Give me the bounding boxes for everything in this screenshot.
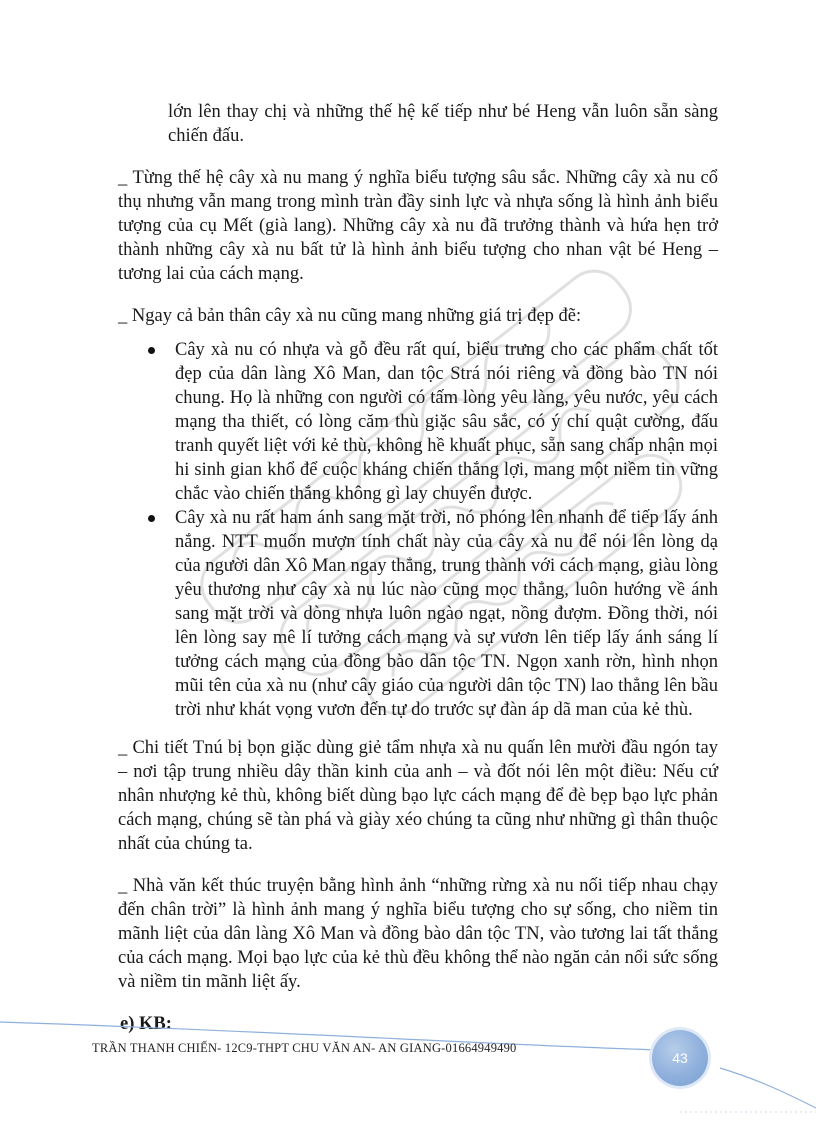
continuation-text: lớn lên thay chị và những thế hệ kế tiếp như bé Heng vẫn luôn sẵn sàng chiến đấu. — [168, 102, 718, 146]
bullet-text: Cây xà nu có nhựa và gỗ đều rất quí, biểu trưng cho các phẩm chất tốt đẹp của dân làng Xô Man, dan tộc Strá nói riêng và đồng bào TN nói chung. Họ là những con người có tấm lòng yêu làng, yêu nước, yêu cách mạng tha thiết, có lòng căm thù giặc sâu sắc, có ý chí quật cường, đấu tranh quyết liệt với kẻ thù, không hề khuất phục, sẵn sang chấp nhận mọi hi sinh gian khổ để cuộc kháng chiến thắng lợi, mang một niềm tin vững chắc vào chiến thắng không gì lay chuyển được. — [175, 340, 718, 504]
bullet-text: Cây xà nu rất ham ánh sang mặt trời, nó phóng lên nhanh để tiếp lấy ánh nắng. NTT muốn mượn tính chất này của cây xà nu để nói lên lòng dạ của người dân Xô Man ngay thẳng, trung thành với cách mạng, giàu lòng yêu thương như cây xà nu lúc nào cũng mọc thẳng, luôn hướng về ánh sang mặt trời và dòng nhựa luôn ngào ngạt, nồng đượm. Đồng thời, nói lên lòng say mê lí tưởng cách mạng và sự vươn lên tiếp lấy ánh sáng lí tưởng cách mạng của đồng bào dân tộc TN. Ngọn xanh rờn, hình nhọn mũi tên của xà nu (như cây giáo của người dân tộc TN) lao thẳng lên bầu trời như khát vọng vươn đến tự do trước sự đàn áp dã man của kẻ thù. — [175, 508, 718, 720]
paragraph-ending-image: _ Nhà văn kết thúc truyện bằng hình ảnh “những rừng xà nu nối tiếp nhau chạy đến chân trời” là hình ảnh mang ý nghĩa biểu tượng cho sự sống, cho niềm tin mãnh liệt của dân làng Xô Man và đồng bào dân tộc TN, vào tương lai tất thắng của cách mạng. Mọi bạo lực của kẻ thù đều không thể nào ngăn cản nổi sức sống và niềm tin mãnh liệt ấy. — [118, 876, 718, 992]
section-heading: e) KB: — [120, 1014, 172, 1034]
list-item — [175, 338, 718, 506]
list-item — [175, 506, 718, 722]
paragraph-generations: _ Từng thế hệ cây xà nu mang ý nghĩa biểu tượng sâu sắc. Những cây xà nu cổ thụ nhưng vẫn mang trong mình tràn đầy sinh lực và nhựa sống là hình ảnh biểu tượng của cụ Mết (già lang). Những cây xà nu đã trưởng thành và hứa hẹn trở thành những cây xà nu bất tử là hình ảnh biểu tượng cho nhan vật bé Heng – tương lai của cách mạng. — [118, 168, 718, 284]
page-number-badge — [652, 1030, 708, 1086]
page-number: 43 — [672, 1050, 688, 1066]
footer-author-line: TRẦN THANH CHIẾN- 12C9-THPT CHU VĂN AN- AN GIANG-01664949490 — [92, 1041, 517, 1055]
paragraph-values-intro: _ Ngay cả bản thân cây xà nu cũng mang những giá trị đẹp đẽ: — [118, 306, 582, 326]
bullet-list — [118, 338, 718, 722]
paragraph-detail-tnu: _ Chi tiết Tnú bị bọn giặc dùng giẻ tẩm nhựa xà nu quấn lên mười đầu ngón tay – nơi tập trung nhiều dây thần kinh của anh – và đốt nói lên một điều: Nếu cứ nhân nhượng kẻ thù, không biết dùng bạo lực cách mạng để đè bẹp bạo lực phản cách mạng, chúng sẽ tàn phá và giày xéo chúng ta cũng như những gì thân thuộc nhất của chúng ta. — [118, 738, 718, 854]
page-body — [118, 100, 718, 1036]
bullet-icon — [148, 347, 155, 354]
bullet-icon — [148, 515, 155, 522]
